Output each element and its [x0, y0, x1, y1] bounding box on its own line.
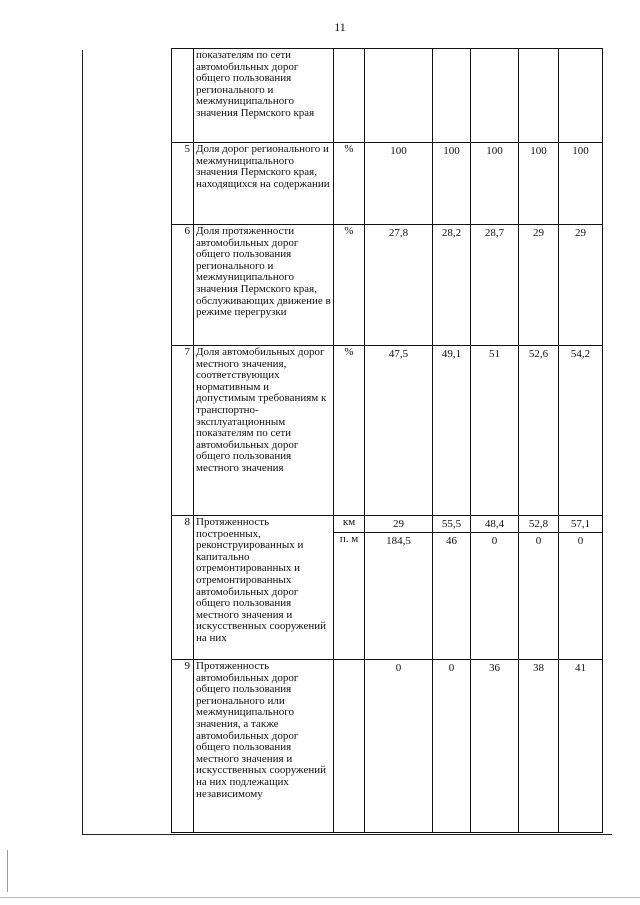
value-cell: 184,5 — [365, 533, 433, 660]
value-cell: 48,4 — [471, 516, 519, 533]
value-cell — [365, 49, 433, 143]
value-cell: 29 — [365, 516, 433, 533]
value-cell: 38 — [519, 660, 559, 833]
value-cell: 55,5 — [433, 516, 471, 533]
table-row — [172, 225, 603, 346]
value-cell: 57,1 — [559, 516, 603, 533]
unit-cell: км — [334, 516, 365, 533]
row-number — [172, 49, 194, 143]
value-cell — [519, 49, 559, 143]
value-cell: 100 — [519, 143, 559, 225]
indicator-name: Доля дорог регионального и межмуниципального значения Пермского края, находящихся на содержании — [194, 143, 334, 225]
value-cell: 100 — [471, 143, 519, 225]
page-number: 11 — [334, 20, 346, 34]
row-number: 5 — [172, 143, 194, 225]
unit-cell — [334, 49, 365, 143]
value-cell: 0 — [559, 533, 603, 660]
value-cell: 52,6 — [519, 346, 559, 516]
value-cell — [433, 49, 471, 143]
value-cell: 28,2 — [433, 225, 471, 346]
value-cell: 0 — [519, 533, 559, 660]
left-margin-line — [82, 50, 83, 834]
value-cell: 100 — [559, 143, 603, 225]
value-cell: 100 — [365, 143, 433, 225]
value-cell — [559, 49, 603, 143]
value-cell: 51 — [471, 346, 519, 516]
unit-cell: % — [334, 346, 365, 516]
row-number: 8 — [172, 516, 194, 660]
row-number: 9 — [172, 660, 194, 833]
indicator-name: Протяженность построенных, реконструированных и капитально отремонтированных и отремонтированных автомобильных дорог общего пользования местного значения и искусственных сооружений на них — [194, 516, 334, 660]
table-row — [172, 516, 603, 533]
row-number: 6 — [172, 225, 194, 346]
indicator-name: Доля протяженности автомобильных дорог общего пользования регионального и межмуниципального значения Пермского края, обслуживающих движение в режиме перегрузки — [194, 225, 334, 346]
bottom-rule — [82, 834, 612, 835]
indicator-name: показателям по сети автомобильных дорог общего пользования регионального и межмуниципального значения Пермского края — [194, 49, 334, 143]
table-row — [172, 49, 603, 143]
row-number: 7 — [172, 346, 194, 516]
table-row — [172, 660, 603, 833]
value-cell: 41 — [559, 660, 603, 833]
value-cell: 0 — [365, 660, 433, 833]
value-cell: 0 — [433, 660, 471, 833]
indicator-name: Протяженность автомобильных дорог общего пользования регионального или межмуниципального значения, а также автомобильных дорог общего пользования местного значения и искусственных сооружений на них подлежащих независимому — [194, 660, 334, 833]
indicator-name: Доля автомобильных дорог местного значения, соответствующих нормативным и допустимым требованиям к транспортно-эксплуатационным показателям по сети автомобильных дорог общего пользования местного значения — [194, 346, 334, 516]
unit-cell: п. м — [334, 533, 365, 660]
value-cell: 46 — [433, 533, 471, 660]
value-cell: 29 — [559, 225, 603, 346]
indicators-table — [171, 48, 603, 833]
unit-cell: % — [334, 143, 365, 225]
unit-cell — [334, 660, 365, 833]
value-cell: 0 — [471, 533, 519, 660]
value-cell: 47,5 — [365, 346, 433, 516]
value-cell: 28,7 — [471, 225, 519, 346]
unit-cell: % — [334, 225, 365, 346]
value-cell: 36 — [471, 660, 519, 833]
value-cell: 52,8 — [519, 516, 559, 533]
lower-margin-line — [7, 850, 8, 892]
value-cell: 29 — [519, 225, 559, 346]
table-row — [172, 143, 603, 225]
value-cell: 100 — [433, 143, 471, 225]
page-bottom-edge — [0, 897, 640, 898]
table-row — [172, 346, 603, 516]
value-cell: 49,1 — [433, 346, 471, 516]
value-cell: 27,8 — [365, 225, 433, 346]
value-cell — [471, 49, 519, 143]
value-cell: 54,2 — [559, 346, 603, 516]
